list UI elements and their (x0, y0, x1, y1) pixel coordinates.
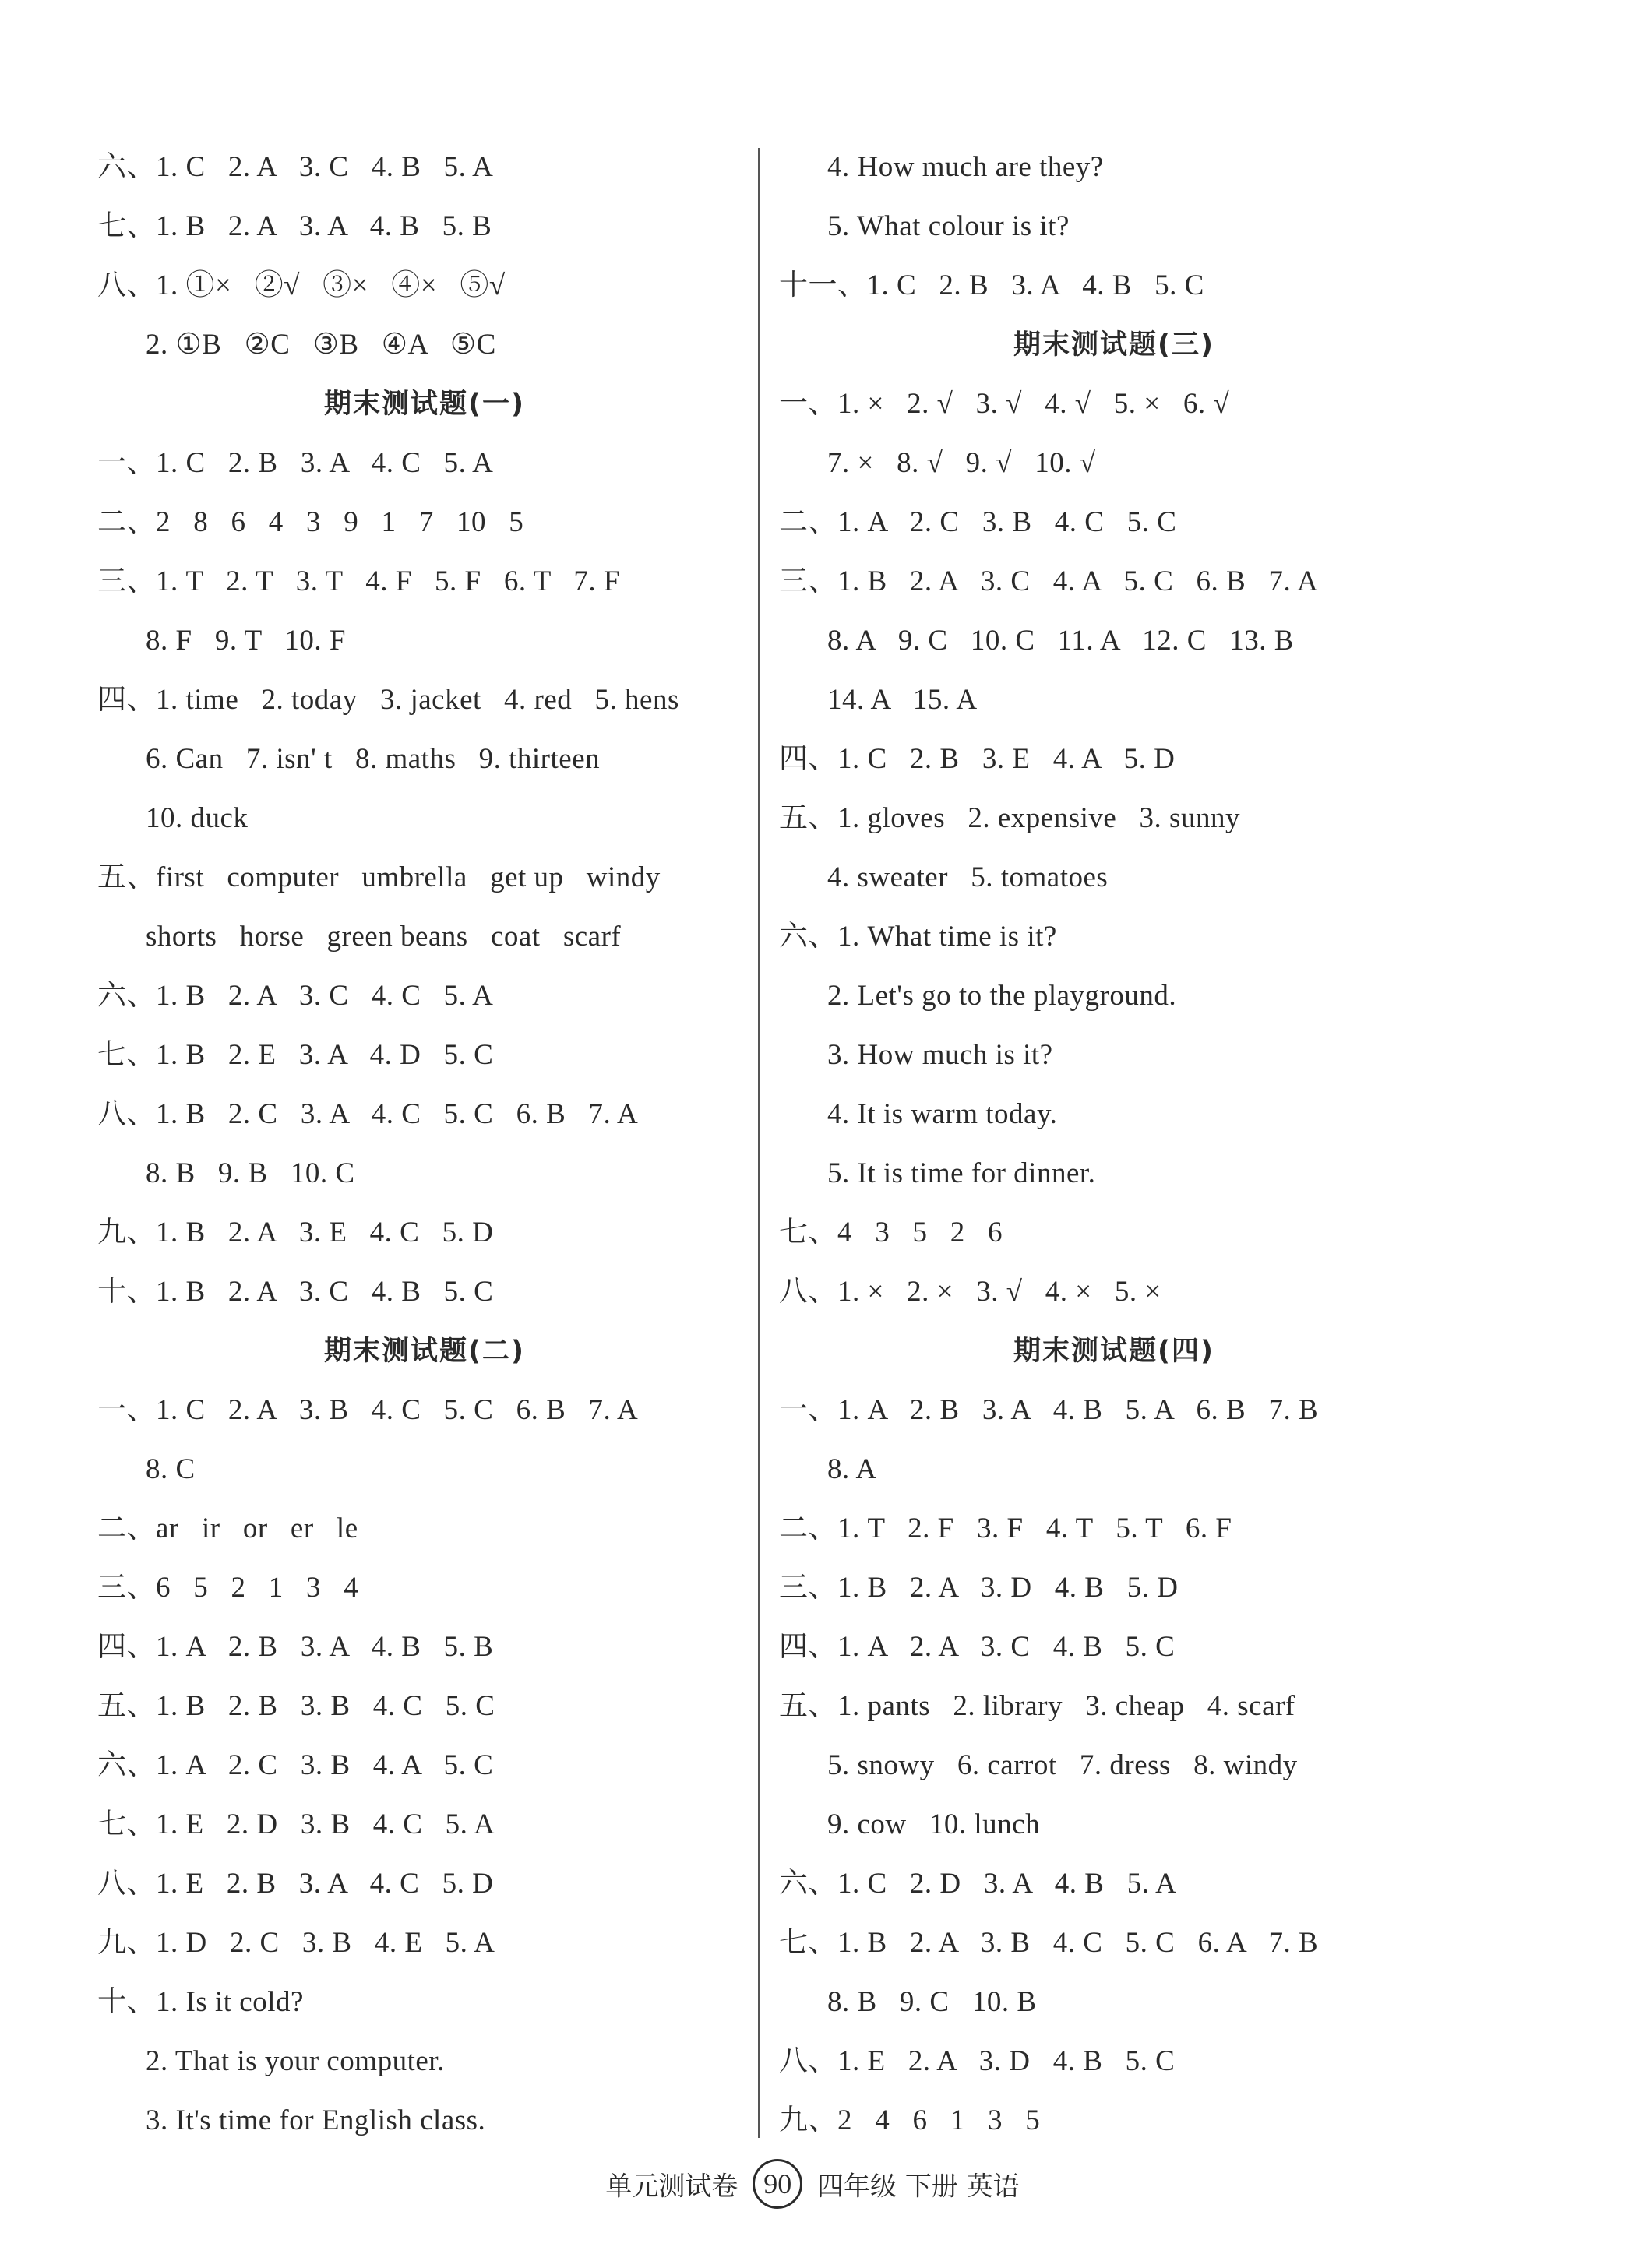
answer-line: 三、1. T 2. T 3. T 4. F 5. F 6. T 7. F (97, 565, 620, 597)
answer-line: 2. ①B ②C ③B ④A ⑤C (146, 329, 496, 361)
answer-line: 九、1. D 2. C 3. B 4. E 5. A (97, 1927, 495, 1959)
answer-line: 十、1. B 2. A 3. C 4. B 5. C (97, 1276, 494, 1308)
answer-line: 四、1. time 2. today 3. jacket 4. red 5. hens (97, 684, 679, 716)
section-heading: 期末测试题(一) (324, 389, 525, 420)
answer-line: 5. It is time for dinner. (827, 1157, 1096, 1189)
answer-line: 八、1. E 2. A 3. D 4. B 5. C (779, 2045, 1176, 2077)
answer-line: 一、1. C 2. A 3. B 4. C 5. C 6. B 7. A (97, 1394, 639, 1426)
answer-line: 8. A (827, 1453, 877, 1485)
answer-line: 4. sweater 5. tomatoes (827, 861, 1109, 893)
answer-line: 八、1. E 2. B 3. A 4. C 5. D (97, 1868, 494, 1900)
answer-line: 5. snowy 6. carrot 7. dress 8. windy (827, 1749, 1298, 1781)
answer-line: 七、1. B 2. A 3. B 4. C 5. C 6. A 7. B (779, 1927, 1319, 1959)
answer-line: 6. Can 7. isn' t 8. maths 9. thirteen (146, 743, 601, 775)
answer-line: 六、1. B 2. A 3. C 4. C 5. A (97, 980, 494, 1012)
answer-line: 三、1. B 2. A 3. D 4. B 5. D (779, 1572, 1179, 1604)
column-divider (758, 148, 760, 2138)
answer-line: 8. B 9. B 10. C (146, 1157, 355, 1189)
footer-series: 单元测试卷 (605, 2171, 738, 2203)
answer-line: 十、1. Is it cold? (97, 1986, 304, 2018)
answer-line: 8. F 9. T 10. F (146, 625, 346, 657)
answer-line: 3. It's time for English class. (146, 2104, 486, 2136)
answer-line: 14. A 15. A (827, 684, 978, 716)
left-column (97, 142, 752, 2154)
answer-line: 九、1. B 2. A 3. E 4. C 5. D (97, 1217, 494, 1248)
right-column (779, 142, 1449, 2154)
answer-line: 二、1. T 2. F 3. F 4. T 5. T 6. F (779, 1513, 1232, 1544)
answer-line: 六、1. What time is it? (779, 921, 1057, 953)
page-number: 90 (753, 2159, 802, 2209)
answer-line: 八、1. × 2. × 3. √ 4. × 5. × (779, 1276, 1161, 1308)
answer-line: 4. It is warm today. (827, 1098, 1058, 1130)
section-heading: 期末测试题(四) (1013, 1336, 1214, 1367)
answer-line: 10. duck (146, 802, 249, 834)
footer-term: 下册 (904, 2171, 958, 2203)
answer-line: 九、2 4 6 1 3 5 (779, 2104, 1041, 2136)
answer-line: 五、1. gloves 2. expensive 3. sunny (779, 802, 1240, 834)
answer-line: 8. C (146, 1453, 196, 1485)
answer-line: 8. B 9. C 10. B (827, 1986, 1037, 2018)
answer-line: 五、1. pants 2. library 3. cheap 4. scarf (779, 1690, 1295, 1722)
page-footer (0, 2159, 1625, 2209)
footer-subject: 英语 (966, 2171, 1020, 2203)
answer-line: 六、1. C 2. D 3. A 4. B 5. A (779, 1868, 1177, 1900)
answer-line: 一、1. × 2. √ 3. √ 4. √ 5. × 6. √ (779, 388, 1230, 420)
footer-grade: 四年级 (817, 2171, 897, 2203)
answer-line: 二、ar ir or er le (97, 1513, 358, 1544)
answer-line: 二、1. A 2. C 3. B 4. C 5. C (779, 506, 1177, 538)
answer-line: 三、1. B 2. A 3. C 4. A 5. C 6. B 7. A (779, 565, 1319, 597)
answer-line: 5. What colour is it? (827, 210, 1070, 242)
answer-line: 四、1. C 2. B 3. E 4. A 5. D (779, 743, 1176, 775)
answer-line: 三、6 5 2 1 3 4 (97, 1572, 359, 1604)
answer-line: 八、1. B 2. C 3. A 4. C 5. C 6. B 7. A (97, 1098, 639, 1130)
answer-line: 六、1. A 2. C 3. B 4. A 5. C (97, 1749, 494, 1781)
section-heading: 期末测试题(三) (1013, 329, 1214, 361)
answer-line: 二、2 8 6 4 3 9 1 7 10 5 (97, 506, 524, 538)
answer-line: shorts horse green beans coat scarf (146, 921, 622, 953)
answer-line: 七、1. B 2. E 3. A 4. D 5. C (97, 1039, 494, 1071)
section-heading: 期末测试题(二) (324, 1336, 525, 1367)
answer-line: 五、first computer umbrella get up windy (97, 861, 661, 893)
answer-line: 2. Let's go to the playground. (827, 980, 1177, 1012)
answer-line: 十一、1. C 2. B 3. A 4. B 5. C (779, 269, 1204, 301)
answer-line: 7. × 8. √ 9. √ 10. √ (827, 447, 1096, 479)
answer-line: 一、1. C 2. B 3. A 4. C 5. A (97, 447, 494, 479)
answer-line: 五、1. B 2. B 3. B 4. C 5. C (97, 1690, 495, 1722)
answer-line: 六、1. C 2. A 3. C 4. B 5. A (97, 151, 494, 183)
answer-line: 八、1. ①× ②√ ③× ④× ⑤√ (97, 269, 506, 301)
answer-line: 3. How much is it? (827, 1039, 1053, 1071)
answer-line: 2. That is your computer. (146, 2045, 445, 2077)
answer-line: 9. cow 10. lunch (827, 1808, 1041, 1840)
answer-line: 七、4 3 5 2 6 (779, 1217, 1003, 1248)
answer-line: 七、1. B 2. A 3. A 4. B 5. B (97, 210, 492, 242)
answer-line: 8. A 9. C 10. C 11. A 12. C 13. B (827, 625, 1294, 657)
answer-line: 一、1. A 2. B 3. A 4. B 5. A 6. B 7. B (779, 1394, 1319, 1426)
answer-line: 四、1. A 2. B 3. A 4. B 5. B (97, 1631, 494, 1663)
answer-line: 四、1. A 2. A 3. C 4. B 5. C (779, 1631, 1176, 1663)
answer-line: 4. How much are they? (827, 151, 1104, 183)
answer-line: 七、1. E 2. D 3. B 4. C 5. A (97, 1808, 495, 1840)
